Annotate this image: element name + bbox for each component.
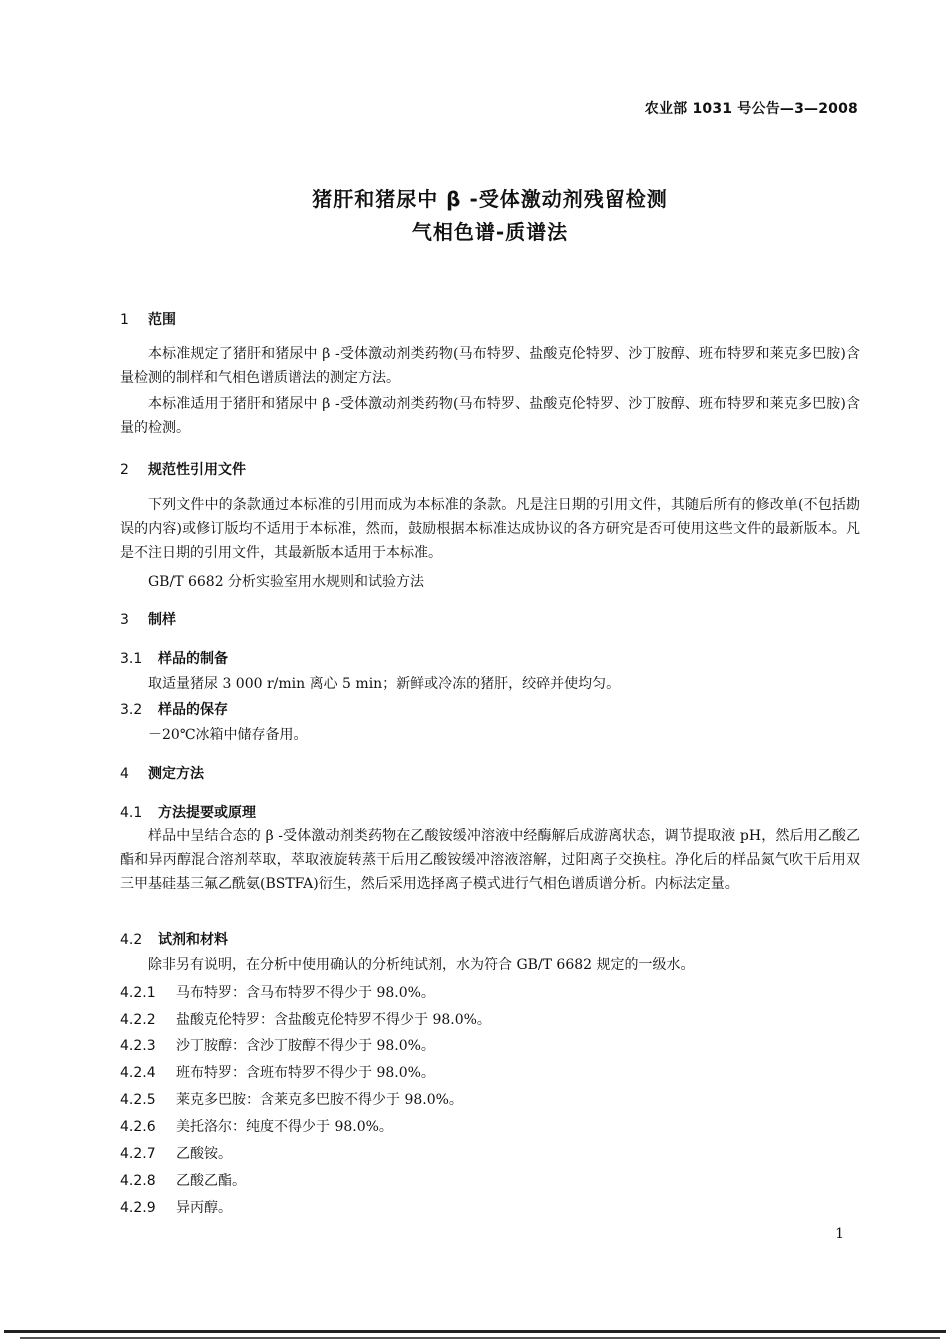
- section-4-1-heading: [120, 802, 256, 822]
- item-text: 乙酸铵。: [176, 1146, 232, 1162]
- reagent-item: [120, 982, 435, 1002]
- reagent-item: [120, 1143, 232, 1163]
- section-3-1-text: 取适量猪尿 3 000 r/min 离心 5 min；新鲜或冷冻的猪肝，绞碎并使均匀。: [148, 676, 621, 692]
- reagent-item: [120, 1009, 491, 1029]
- title-line-1: 猪肝和猪尿中 β -受体激动剂残留检测: [312, 187, 668, 211]
- section-number: 3.2: [120, 702, 143, 718]
- item-number: 4.2.9: [120, 1200, 156, 1216]
- section-4-2-heading: [120, 929, 228, 949]
- section-3-2-text: －20℃冰箱中储存备用。: [148, 727, 308, 743]
- section-4-heading: [120, 763, 204, 783]
- section-title: 制样: [148, 612, 176, 628]
- item-number: 4.2.1: [120, 985, 156, 1001]
- item-text: 莱克多巴胺：含莱克多巴胺不得少于 98.0%。: [176, 1092, 463, 1108]
- item-text: 异丙醇。: [176, 1200, 232, 1216]
- section-title: 方法提要或原理: [158, 805, 256, 821]
- title-line-2: 气相色谱-质谱法: [411, 220, 569, 244]
- section-title: 范围: [148, 312, 176, 328]
- item-text: 盐酸克伦特罗：含盐酸克伦特罗不得少于 98.0%。: [176, 1012, 491, 1028]
- section-number: 4.1: [120, 805, 143, 821]
- document-number: 农业部 1031 号公告—3—2008: [644, 101, 858, 117]
- normative-reference: GB/T 6682 分析实验室用水规则和试验方法: [148, 574, 425, 590]
- section-number: 4.2: [120, 932, 143, 948]
- item-number: 4.2.8: [120, 1173, 156, 1189]
- item-number: 4.2.7: [120, 1146, 156, 1162]
- section-title: 样品的保存: [158, 702, 228, 718]
- section-number: 3.1: [120, 651, 143, 667]
- section-1-paragraph-1: 本标准规定了猪肝和猪尿中 β -受体激动剂类药物(马布特罗、盐酸克伦特罗、沙丁胺醇、班布特罗和莱克多巴胺)含量检测的制样和气相色谱质谱法的测定方法。: [120, 346, 860, 386]
- reagent-item: [120, 1089, 463, 1109]
- section-4-1-text: 样品中呈结合态的 β -受体激动剂类药物在乙酸铵缓冲溶液中经酶解后成游离状态，调节提取液 pH，然后用乙酸乙酯和异丙醇混合溶剂萃取，萃取液旋转蒸干后用乙酸铵缓冲溶液溶解，过阳离子交换柱。净化后的样品氮气吹干后用双三甲基硅基三氟乙酰氨(BSTFA)衍生，然后采用选择离子模式进行气相色谱质谱分析。内标法定量。: [120, 828, 860, 892]
- item-number: 4.2.3: [120, 1038, 156, 1054]
- section-title: 样品的制备: [158, 651, 228, 667]
- item-number: 4.2.5: [120, 1092, 156, 1108]
- reagent-item: [120, 1197, 232, 1217]
- section-number: 1: [120, 312, 129, 328]
- section-number: 3: [120, 612, 129, 628]
- section-1-heading: [120, 309, 176, 329]
- item-text: 班布特罗：含班布特罗不得少于 98.0%。: [176, 1065, 435, 1081]
- section-3-heading: [120, 609, 176, 629]
- section-3-1-heading: [120, 648, 228, 668]
- item-text: 乙酸乙酯。: [176, 1173, 246, 1189]
- reagent-item: [120, 1116, 393, 1136]
- item-number: 4.2.4: [120, 1065, 156, 1081]
- item-text: 沙丁胺醇：含沙丁胺醇不得少于 98.0%。: [176, 1038, 435, 1054]
- section-2-heading: [120, 459, 246, 479]
- item-text: 马布特罗：含马布特罗不得少于 98.0%。: [176, 985, 435, 1001]
- section-title: 规范性引用文件: [148, 462, 246, 478]
- section-2-paragraph: 下列文件中的条款通过本标准的引用而成为本标准的条款。凡是注日期的引用文件，其随后所有的修改单(不包括勘误的内容)或修订版均不适用于本标准，然而，鼓励根据本标准达成协议的各方研究是否可使用这些文件的最新版本。凡是不注日期的引用文件，其最新版本适用于本标准。: [120, 497, 860, 561]
- item-number: 4.2.6: [120, 1119, 156, 1135]
- reagent-item: [120, 1035, 435, 1055]
- item-text: 美托洛尔：纯度不得少于 98.0%。: [176, 1119, 393, 1135]
- section-title: 试剂和材料: [158, 932, 228, 948]
- reagent-item: [120, 1062, 435, 1082]
- section-number: 4: [120, 766, 129, 782]
- bottom-border-line: [4, 1330, 946, 1333]
- section-1-paragraph-2: 本标准适用于猪肝和猪尿中 β -受体激动剂类药物(马布特罗、盐酸克伦特罗、沙丁胺醇、班布特罗和莱克多巴胺)含量的检测。: [120, 396, 860, 436]
- item-number: 4.2.2: [120, 1012, 156, 1028]
- section-4-2-intro: 除非另有说明，在分析中使用确认的分析纯试剂，水为符合 GB/T 6682 规定的一级水。: [148, 957, 695, 973]
- page-number: 1: [835, 1226, 844, 1242]
- section-number: 2: [120, 462, 129, 478]
- section-3-2-heading: [120, 699, 228, 719]
- section-title: 测定方法: [148, 766, 204, 782]
- reagent-item: [120, 1170, 246, 1190]
- bottom-border-line-2: [20, 1337, 940, 1339]
